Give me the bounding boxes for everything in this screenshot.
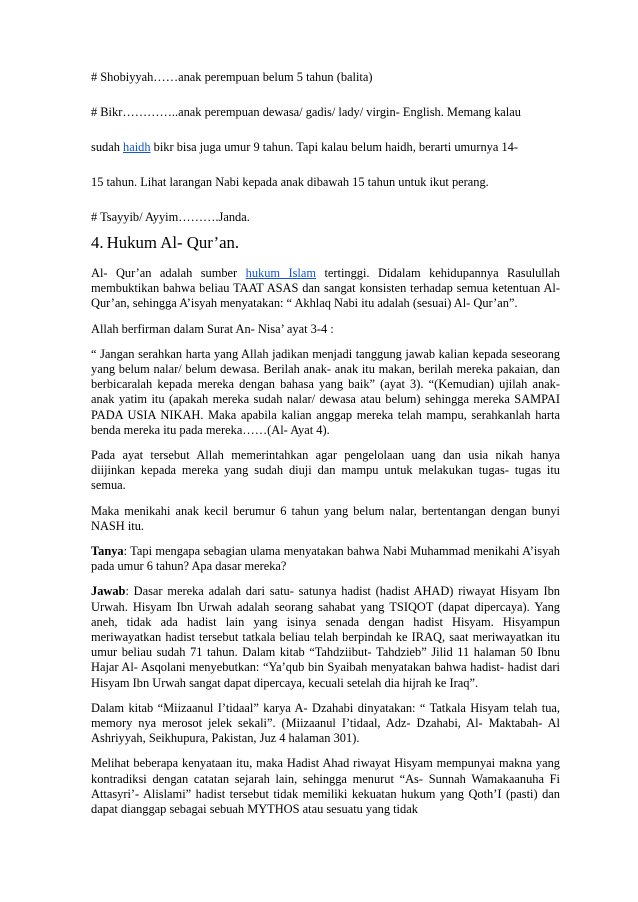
paragraph-jawab [91,584,560,690]
paragraph-quran-source [91,266,560,312]
paragraph-quote-an-nisa [91,347,560,438]
jawab-label: Jawab [91,584,126,599]
hukum-islam-link[interactable]: hukum Islam [245,266,317,280]
paragraph-tanya [91,544,560,574]
line-text: # Bikr…………..anak perempuan dewasa/ gadis/ lady/ virgin- English. Memang kalau [91,105,521,119]
definition-line-shobiyyah [91,70,560,85]
definition-line-age [91,175,560,190]
paragraph-ayat-explanation [91,448,560,494]
haidh-link[interactable]: haidh [123,140,151,154]
paragraph-text: : Tapi mengapa sebagian ulama menyatakan bahwa Nabi Muhammad menikahi A’isyah pada umur 6 tahun? Apa dasar mereka? [91,544,560,574]
section-number: 4. [91,233,104,252]
paragraph-conclusion [91,504,560,534]
paragraph-text: tertinggi. Didalam kehidupannya Rasulullah membuktikan bahwa beliau TAAT ASAS dan sangat konsisten terhadap semua ketentuan Al- Qur’an, sehingga A’isyah menyatakan: “ Akhlaq Nabi itu adalah (sesuai) Al- Qur’an”. [91,266,561,311]
definition-line-bikr [91,105,560,120]
definition-line-haidh [91,140,560,155]
paragraph-text: Pada ayat tersebut Allah memerintahkan agar pengelolaan uang dan usia nikah hanya diijinkan kepada mereka yang sudah diuji dan mampu untuk melakukan tugas- tugas itu semua. [91,448,560,493]
line-text: bikr bisa juga umur 9 tahun. Tapi kalau belum haidh, berarti umurnya 14- [150,140,518,154]
paragraph-text: Maka menikahi anak kecil berumur 6 tahun yang belum nalar, bertentangan dengan bunyi NASH itu. [91,503,560,533]
paragraph-text: Dalam kitab “Miizaanul I’tidaal” karya A- Dzahabi dinyatakan: “ Tatkala Hisyam telah tua, memory nya merosot jelek sekali”. (Miizaanul I’tidaal, Adz- Dzahabi, Al- Maktabah- Al Ashriyyah, Seikhupura, Pakistan, Juz 4 halaman 301). [91,700,560,746]
paragraph-miizaanul [91,701,560,747]
line-text: # Tsayyib/ Ayyim……….Janda. [91,210,250,224]
line-text: sudah [91,140,124,154]
tanya-label: Tanya [91,544,124,559]
section-title: Hukum Al- Qur’an. [106,233,240,252]
document-page [91,70,560,827]
paragraph-text: Al- Qur’an adalah sumber [91,266,246,280]
definition-line-tsayyib [91,210,560,225]
line-text: 15 tahun. Lihat larangan Nabi kepada anak dibawah 15 tahun untuk ikut perang. [91,175,489,189]
paragraph-text: Melihat beberapa kenyataan itu, maka Hadist Ahad riwayat Hisyam mempunyai makna yang kontradiksi dengan catatan sejarah lain, sehingga menurut “As- Sunnah Wamakaanuha Fi Attasyri’- Alislami” hadist tersebut tidak memiliki kekuatan hukum yang Qoth’I (pasti) dan dapat dianggap sebagai sebuah MYTHOS atau sesuatu yang tidak [91,756,560,817]
section-heading [91,233,560,253]
paragraph-text: : Dasar mereka adalah dari satu- satunya hadist (hadist AHAD) riwayat Hisyam Ibn Urwah. Hisyam Ibn Urwah adalah seorang sahabat yang TSIQOT (dapat dipercaya). Yang aneh, tidak ada hadist lain yang isinya senada dengan hadist Hisyam. Hisyampun meriwayatkan hadist tersebut tatkala beliau telah berpindah ke IRAQ, saat meriwayatkan itu umur beliau sudah 71 tahun. Dalam kitab “Tahdziibut- Tahdzieb” Jilid 11 halaman 50 Ibnu Hajar Al- Asqolani menyebutkan: “Ya’qub bin Syaibah menyatakan bahwa hadist- hadist dari Hisyam Ibn Urwah sangat dapat dipercaya, kecuali setelah dia hijrah ke Iraq”. [91,584,560,690]
paragraph-text: Allah berfirman dalam Surat An- Nisa’ ayat 3-4 : [91,321,334,336]
paragraph-text: “ Jangan serahkan harta yang Allah jadikan menjadi tanggung jawab kalian kepada seseorang yang belum nalar/ belum dewasa. Berilah anak- anak itu makan, berilah mereka pakaian, dan berbicaralah kepada mereka dengan bahasa yang baik” (ayat 3). “(Kemudian) ujilah anak- anak yatim itu (apakah mereka sudah nalar/ dewasa atau belum) sehingga mereka SAMPAI PADA USIA NIKAH. Maka apabila kalian anggap mereka telah mampu, serahkanlah harta benda mereka itu pada mereka……(Al- Ayat 4). [91,346,560,437]
paragraph-hadist-ahad [91,756,560,817]
paragraph-firman [91,322,560,337]
line-text: # Shobiyyah……anak perempuan belum 5 tahun (balita) [91,70,373,84]
